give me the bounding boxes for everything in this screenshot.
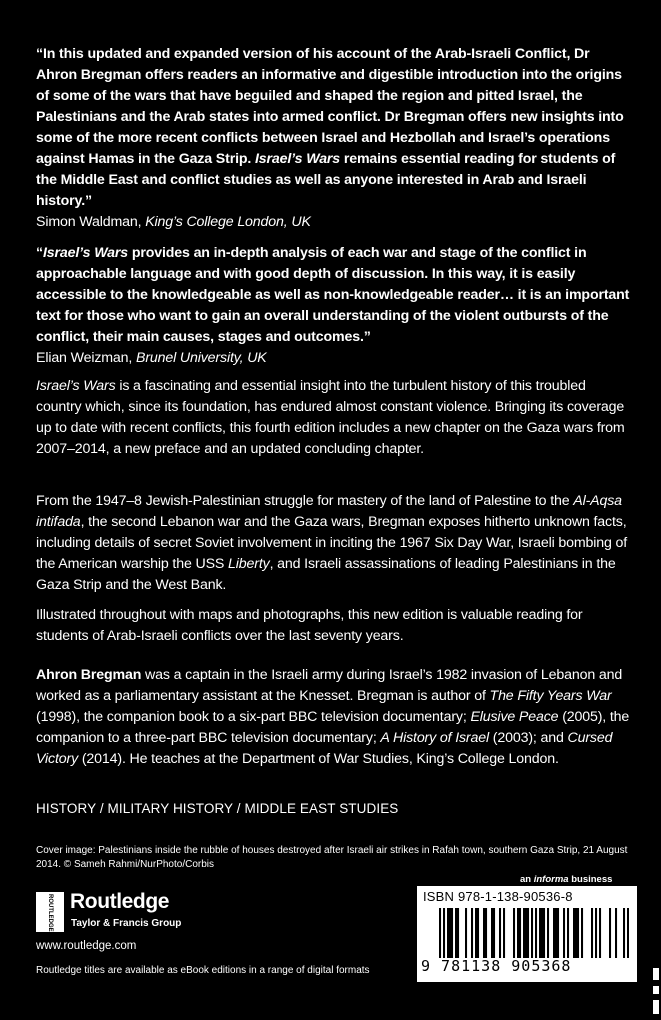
barcode-bar [573,908,575,958]
text-run: Illustrated throughout with maps and photographs, this new edition is valuable reading for students of Arab-Israeli conflicts over the last seventy years. [36,607,583,644]
barcode-bar [577,908,579,958]
barcode-bar [523,908,525,958]
quote-1-author: Simon Waldman, [36,214,146,230]
italic-run: The Fifty Years War [489,688,612,704]
informa-brand: informa [533,874,569,885]
isbn-barcode [417,886,637,982]
routledge-logo-mark [36,892,64,932]
cover-image-credit: Cover image: Palestinians inside the rubble of houses destroyed after Israeli air strikes in Rafah town, southern Gaza Strip, 21 August 2014. © Sameh Rahmi/NurPhoto/Corbis [36,845,628,870]
italic-run: A History of Israel [380,730,489,746]
informa-prefix: an [520,874,534,885]
text-run: “In this updated and expanded version of his account of the Arab-Israeli Conflict, Dr Ahron Bregman offers readers an informative and digestible introduction into the origins of some of the wars that have beguiled and shaped the region and pitted Israel, the Palestinians and the Arab states into armed conflict. Dr Bregman offers new insights into some of the more recent conflicts between Israel and Hezbollah and Israel’s operations against Hamas in the Gaza Strip. [36,46,624,167]
barcode-bar [567,908,569,958]
italic-run: Cursed Victory [36,730,613,767]
publisher-name: Routledge [70,890,170,913]
text-run: was a captain in the Israeli army during Israel’s 1982 invasion of Lebanon and worked as a parliamentary assistant at the Knesset. Bregman is author of [36,667,623,704]
informa-suffix: business [568,874,613,885]
barcode-bar [457,908,459,958]
text-run: “ [36,245,43,261]
barcode-bar [451,908,453,958]
text-run: (2014). He teaches at the Department of War Studies, King’s College London. [78,751,559,767]
text-run: remains essential reading for students of the Middle East and conflict studies as well as anyone interested in Arab and Israeli history.” [36,151,616,209]
barcode-bar [513,908,515,958]
barcode-bar [557,908,559,958]
barcode-bar [475,908,477,958]
barcode-bar [555,908,557,958]
quote-1 [36,44,632,233]
text-run: From the 1947–8 Jewish-Palestinian struggle for mastery of the land of Palestine to the [36,493,574,509]
description-paragraph [36,376,632,460]
barcode-bar [535,908,537,958]
barcode-bar [447,908,449,958]
publisher-website[interactable]: www.routledge.com [36,940,137,952]
barcode-bar [539,908,541,958]
barcode-bar [543,908,545,958]
text-run: , and Israeli assassinations of leading Palestinians in the Gaza Strip and the West Bank. [36,556,616,593]
text-run: , the second Lebanon war and the Gaza wars, Bregman exposes hitherto unknown facts, including details of secret Soviet involvement in inciting the 1967 Six Day War, Israeli bombing of the American warship the USS [36,514,628,572]
barcode-bar [477,908,479,958]
quote-2-attribution [36,348,632,369]
barcode-bar [581,908,583,958]
barcode-bar [503,908,505,958]
barcode-bar [609,908,611,958]
isbn-label: ISBN 978-1-138-90536-8 [423,889,573,904]
quote-2-text [36,243,632,348]
italic-run: Israel’s Wars [36,378,116,394]
routledge-logo [36,888,236,938]
illustrations-paragraph [36,605,632,647]
barcode-bar [563,908,565,958]
barcode-bar [615,908,617,958]
text-run: (1998), the companion book to a six-part BBC television documentary; [36,709,471,725]
quote-2 [36,243,632,369]
text-run: (2003); and [489,730,568,746]
barcode-bar [527,908,529,958]
barcode-bar [485,908,487,958]
barcode-bar [449,908,451,958]
barcode-bar [483,908,485,958]
barcode-bar [547,908,549,958]
barcode-bars [425,908,629,958]
barcode-bar [553,908,555,958]
text-run: (2005), the companion to a three-part BBC television documentary; [36,709,630,746]
barcode-bar [439,908,441,958]
barcode-bar [443,908,445,958]
contents-paragraph [36,491,632,596]
italic-run: Elusive Peace [470,709,559,725]
quote-2-author: Elian Weizman, [36,350,136,366]
quote-1-affiliation: King’s College London, UK [145,214,311,230]
subject-categories: HISTORY / MILITARY HISTORY / MIDDLE EAST STUDIES [36,801,399,816]
ebook-note: Routledge titles are available as eBook editions in a range of digital formats [36,965,370,976]
italic-run: Israel’s Wars [254,151,341,167]
italic-run: Israel’s Wars [42,245,129,261]
barcode-bar [575,908,577,958]
italic-run: Liberty [228,556,270,572]
quote-1-text [36,44,632,212]
barcode-bar [519,908,521,958]
quote-2-affiliation: Brunel University, UK [136,350,267,366]
barcode-bar [623,908,625,958]
barcode-bar [541,908,543,958]
barcode-bar [499,908,501,958]
barcode-bar [465,908,467,958]
barcode-bar [591,908,593,958]
bold-run: Ahron Bregman [36,667,142,683]
barcode-bar [525,908,527,958]
barcode-bar [493,908,495,958]
barcode-bar [595,908,597,958]
informa-tagline [520,874,612,885]
spine-edge-mark [650,966,661,1020]
italic-run: Al-Aqsa intifada [36,493,622,530]
quote-1-attribution [36,212,632,233]
text-run: provides an in-depth analysis of each war and stage of the conflict in approachable language and with good depth of discussion. In this way, it is easily accessible to the knowledgeable as well as non-knowledgeable reader… it is an important text for those who want to gain an overall understanding of the violent outbursts of the conflict, their main causes, stages and outcomes.” [36,245,630,345]
isbn-digits: 9 781138 905368 [421,957,572,975]
barcode-bar [517,908,519,958]
barcode-bar [491,908,493,958]
barcode-bar [599,908,601,958]
barcode-bar [455,908,457,958]
text-run: is a fascinating and essential insight into the turbulent history of this troubled country which, since its foundation, has endured almost constant violence. Bringing its coverage up to date with recent conflicts, this fourth edition includes a new chapter on the Gaza wars from 2007–2014, a new preface and an updated concluding chapter. [36,378,625,457]
author-bio [36,665,632,770]
barcode-bar [627,908,629,958]
barcode-bar [471,908,473,958]
publisher-group: Taylor & Francis Group [71,918,182,929]
routledge-logo-mark-text: ROUTLEDGE [47,894,53,932]
barcode-bar [531,908,533,958]
